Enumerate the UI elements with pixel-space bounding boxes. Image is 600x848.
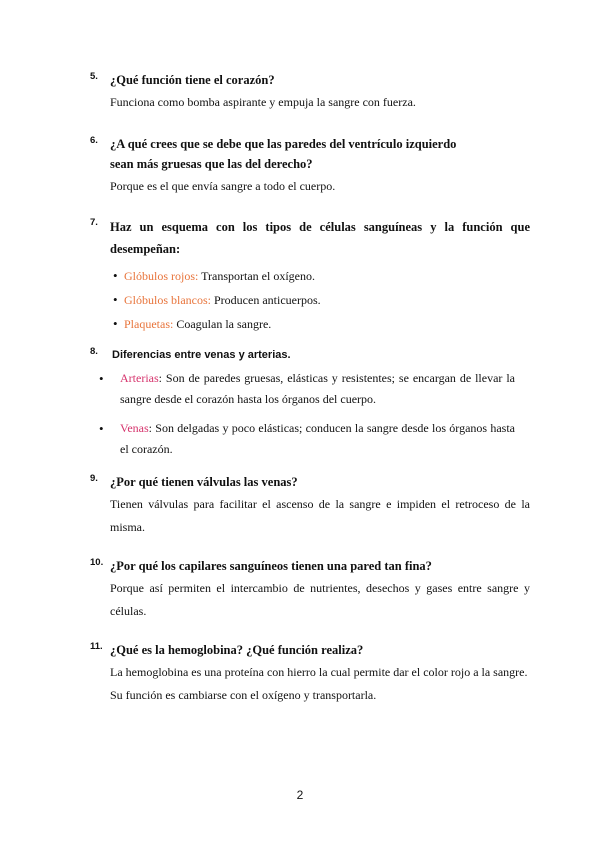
answer-text: Porque es el que envía sangre a todo el cuerpo. (110, 179, 336, 193)
question-number: 11. (90, 641, 103, 652)
term-description: : Son de paredes gruesas, elásticas y resistentes; se encargan de llevar la sangre desde el corazón hasta los órganos del cuerpo. (120, 371, 515, 406)
question-text-line1: ¿A qué crees que se debe que las paredes del ventrículo izquierdo (110, 137, 457, 151)
bullet-icon: • (113, 268, 118, 283)
question-9 (90, 472, 530, 539)
answer-text: Porque así permiten el intercambio de nutrientes, desechos y gases entre sangre y células. (110, 581, 530, 618)
question-10 (90, 556, 530, 623)
list-item (70, 368, 515, 410)
bullet-icon: • (99, 371, 104, 386)
answer-text: Funciona como bomba aspirante y empuja la sangre con fuerza. (110, 95, 416, 109)
term-description: Transportan el oxígeno. (198, 269, 316, 283)
question-5 (90, 70, 530, 114)
question-text-line2: sean más gruesas que las del derecho? (110, 157, 313, 171)
question-6 (90, 134, 530, 198)
question-number: 10. (90, 557, 104, 568)
page-number: 2 (296, 788, 304, 802)
question-text: ¿Qué es la hemoglobina? ¿Qué función realiza? (110, 643, 364, 657)
question-number: 5. (90, 71, 98, 82)
question-text: ¿Por qué tienen válvulas las venas? (110, 475, 298, 489)
question-number: 7. (90, 217, 98, 228)
term-description: Producen anticuerpos. (211, 293, 321, 307)
question-number: 6. (90, 135, 98, 146)
answer-text: Tienen válvulas para facilitar el ascenso de la sangre e impiden el retroceso de la misma. (110, 497, 530, 534)
question-11 (90, 640, 530, 707)
term-description: : Son delgadas y poco elásticas; conducen la sangre desde los órganos hasta el corazón. (120, 421, 515, 456)
answer-text-2: Su función es cambiarse con el oxígeno y transportarla. (110, 688, 377, 702)
term-label: Glóbulos blancos: (124, 293, 211, 307)
list-item (70, 312, 530, 336)
question-text: ¿Qué función tiene el corazón? (110, 73, 275, 87)
bullet-icon: • (113, 292, 118, 307)
question-text: Diferencias entre venas y arterias. (112, 349, 291, 361)
vein-artery-list (70, 368, 515, 460)
question-8 (90, 345, 530, 460)
bullet-icon: • (113, 316, 118, 331)
answer-text: La hemoglobina es una proteína con hierro la cual permite dar el color rojo a la sangre. (110, 665, 528, 679)
list-item (70, 288, 530, 312)
question-7 (90, 216, 530, 336)
cell-types-list (70, 264, 530, 336)
question-text: Haz un esquema con los tipos de células sanguíneas y la función que desempeñan: (110, 220, 530, 256)
bullet-icon: • (99, 421, 104, 436)
term-label: Venas (120, 421, 149, 435)
term-label: Glóbulos rojos: (124, 269, 199, 283)
question-text: ¿Por qué los capilares sanguíneos tienen una pared tan fina? (110, 559, 432, 573)
term-description: Coagulan la sangre. (173, 317, 272, 331)
list-item (70, 264, 530, 288)
term-label: Arterias (120, 371, 159, 385)
list-item (70, 418, 515, 460)
question-number: 8. (90, 346, 98, 357)
term-label: Plaquetas: (124, 317, 174, 331)
question-number: 9. (90, 473, 98, 484)
